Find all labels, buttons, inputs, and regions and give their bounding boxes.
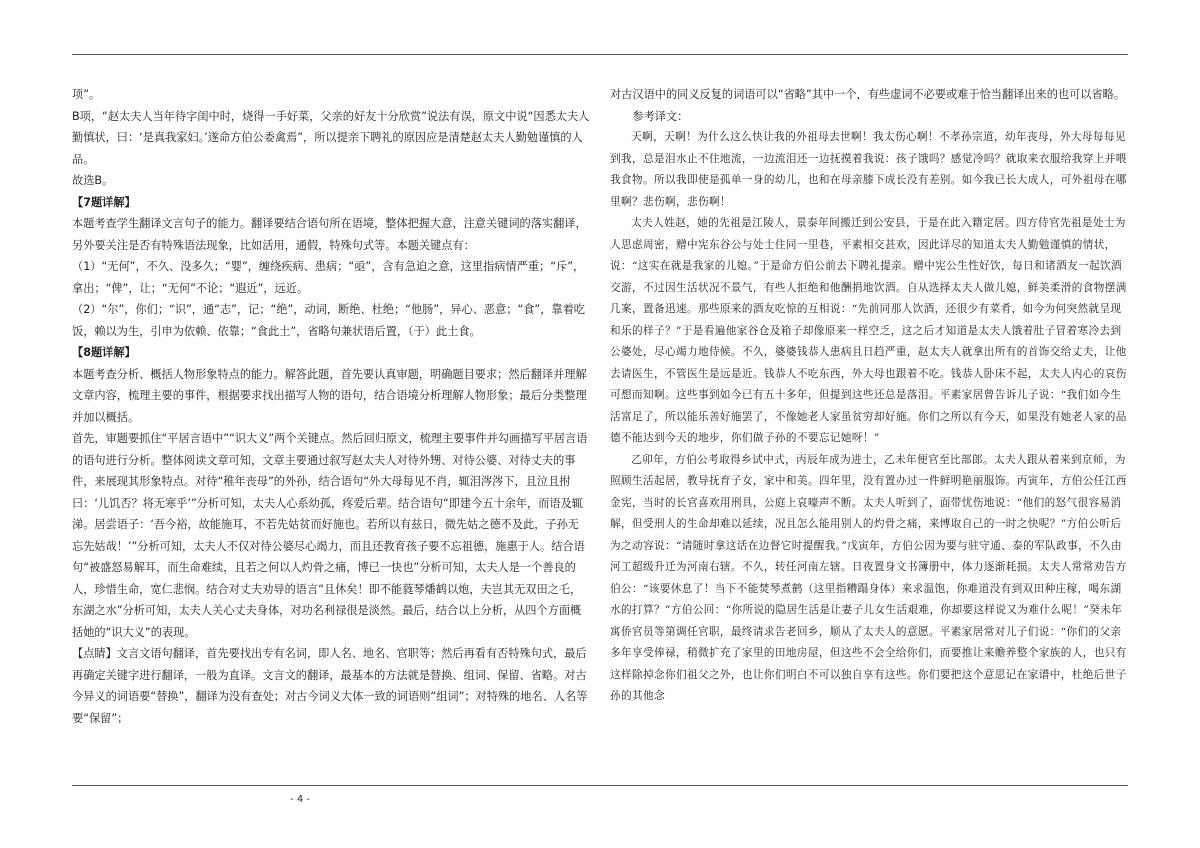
- right-column: [610, 84, 1128, 708]
- paragraph: B项，“赵太夫人当年待字闺中时，烧得一手好菜，父亲的好友十分欣赏”说法有误，原文中说“因悉太夫人勤慎状，曰：‘是真我家妇。’遂命方伯公委禽焉”，所以提亲下聘礼的原因应是清楚赵太夫人勤勉谨慎的人品。: [72, 109, 590, 166]
- header-rule: [72, 54, 1128, 55]
- paragraph: 故选B。: [72, 174, 114, 187]
- footer-rule: [72, 785, 1128, 786]
- translation-label: 参考译文：: [632, 109, 689, 123]
- translation-paragraph: 太夫人姓赵，她的先祖是江陵人，景泰年间搬迁到公安县，于是在此入籍定居。四方侍官先祖是处士为人思虑周密，赠中宪东谷公与处士住同一里巷，平素相交甚欢，因此详尽的知道太夫人勤勉谨慎的情状，说：“这实在就是我家的儿媳。”于是命方伯公前去下聘礼提亲。赠中宪公生性好饮，每日和诸酒友一起饮酒交游，不过因生活状况不景气，有些人拒绝和他酬捐地饮酒。自从选择太夫人做儿媳，鲜美柔滑的食物摆满几案，置备迅速。那些原来的酒友吃惊的互相说：“先前同那人饮酒，还很少有菜肴，如今为何突然就呈现和乐的样子？”于是看遍他家谷仓及箱子却像原来一样空乏，这之后才知道是太夫人饿着肚子冒着寒冷去到公婆处，尽心竭力地侍候。不久，婆婆钱恭人患病且日趋严重，赵太夫人就拿出所有的首饰交给丈夫，让他去请医生，不管医生是远是近。钱恭人不吃东西，外大母也跟着不吃。钱恭人卧床不起，太夫人内心的哀伤可想而知啊。这些事到如今已有五十多年，但提到这些还总是落泪。平素家居曾告诉儿子说：“我们如今生活富足了，所以能乐善好施罢了，不像她老人家虽贫穷却好施。你们之所以有今天，如果没有她老人家的品德不能达到今天的地步，你们做子孙的不要忘记她呀！”: [610, 217, 1127, 444]
- section-heading: 【8题详解】: [72, 346, 136, 359]
- paragraph: （1）“无何”，不久、没多久；“婴”，缠绕疾病、患病；“亟”，含有急迫之意，这里指病情严重；“斥”，拿出；“俾”，让；“无何”不论；“遐近”，远近。: [72, 260, 585, 295]
- left-column: [72, 84, 590, 729]
- paragraph: 本题考查分析、概括人物形象特点的能力。解答此题，首先要认真审题，明确题目要求；然后翻译并理解文章内容，梳理主要的事件，根据要求找出描写人物的语句，结合语境分析理解人物形象；最后分类整理并加以概括。: [72, 367, 587, 424]
- page-number: - 4 -: [290, 794, 310, 805]
- paragraph: 本题考查学生翻译文言句子的能力。翻译要结合语句所在语境，整体把握大意，注意关键词的落实翻译，另外要关注是否有特殊语法现象，比如活用，通假，特殊句式等。本题关键点有：: [72, 217, 587, 252]
- section-heading: 【7题详解】: [72, 195, 136, 209]
- paragraph: 首先，审题要抓住“平居言语中”“识大义”两个关键点。然后回归原文，梳理主要事件并勾画描写平居言语的语句进行分析。整体阅读文章可知，文章主要通过叙写赵太夫人对待外甥、对待公婆、对待丈夫的事件，来展现其形象特点。对待“稚年丧母”的外孙，结合语句“外大母每见不肖，辄泪涔涔下，且泣且拊曰：‘儿饥否？将无寒乎’”分析可知，太夫人心系幼孤，疼爱后辈。结合语句“即建今五十余年，而语及辄涕。居尝语子：‘吾今裕，故能施耳，不若先姑贫而好施也。若所以有兹日，微先姑之德不及此，子孙无忘先姑哉！’”分析可知，太夫人不仅对待公婆尽心竭力，而且还教育孩子要不忘祖德，施惠于人。结合语句“被盛怒易解耳，而生命难续，且若之何以人灼骨之痛，博已一快也”分析可知，太夫人是一个善良的人，珍惜生命，宽仁悲悯。结合对丈夫劝导的语言“且休矣！即不能蕤琴燔鹤以炮，夫岂其无双田之乇，东湖之水”分析可知，太夫人关心丈夫身体，对功名利禄很是淡然。最后，结合以上分析，从四个方面概括她的“识大义”的表现。: [72, 432, 588, 639]
- translation-paragraph: 天啊，天啊！为什么这么快让我的外祖母去世啊！我太伤心啊！不孝孙宗道，幼年丧母，外大母每每见到我，总是泪水止不住地流，一边流泪还一边抚摸着我说：孩子饿吗？感觉冷吗？就取来衣服给我穿上并喂我食物。所以我即使是孤单一身的幼儿，也和在母亲膝下成长没有差别。如今我已长大成人，可外祖母在哪里啊？悲伤啊，悲伤啊！: [610, 131, 1127, 208]
- paragraph: （2）“尔”，你们；“识”，通“志”，记；“绝”，动词，断绝、杜绝；“他肠”，异心、恶意；“食”，靠着吃饭，赖以为生，引申为依赖、依靠；“食此土”，省略句兼状语后置，（于）此土食。: [72, 303, 585, 338]
- paragraph: 项”。: [72, 88, 101, 101]
- paragraph: 对古汉语中的同义反复的词语可以“省略”其中一个，有些虚词不必要或难于恰当翻译出来的也可以省略。: [610, 88, 1126, 101]
- paragraph: 【点睛】文言文语句翻译，首先要找出专有名词，即人名、地名、官职等；然后再看有否特殊句式，最后再确定关键字进行翻译，一般为直译。文言文的翻译，最基本的方法就是替换、组词、保留、省略。对古今异义的词语要“替换”，翻译为没有查处；对古今词义大体一致的词语则“组词”；对特殊的地名、人名等要“保留”；: [72, 647, 588, 725]
- translation-paragraph: 乙卯年，方伯公考取得乡试中式，丙辰年成为进士，乙未年便官至比部郎。太夫人跟从着来到京师，为照顾生活起居，教导抚育子女，家中和美。四年里，没有置办过一件鲜明艳丽服饰。丙寅年，方伯公任江西金宪，当时的长官喜欢用刑具，公庭上哀嚎声不断。太夫人听到了，面带忧伤地说：“他们的怒气很容易消解，但受刑人的生命却难以延续，况且怎么能用别人的灼骨之痛，来博取自己的一时之快呢？”方伯公听后为之动容说：“请随时拿这话在边督它时提醒我。”戊寅年，方伯公因为要与驻守通、泰的军队政事，不久由河工超级升迁为河南右辖。不久，转任河南左辖。日夜置身文书簿册中，体力逐渐耗损。太夫人常常劝告方伯公：“该要休息了！当下不能焚琴煮鹤（这里指糟蹋身体）来求温饱，你难道没有到双田种庄稼，喝东湖水的打算？”方伯公回：“你所说的隐居生活是让妻子儿女生活艰难，你却要这样说又为难什么呢！”癸未年寓侨官员等第调任官职，最终请求告老回乡，顺从了太夫人的意愿。平素家居常对儿子们说：“你们的父亲多年享受俸禄，稍微扩充了家里的田地房屋，但这些不会全给你们，而要推让来赡养整个家族的人，也只有这样除掉念你们祖父之外，也让你们明白不可以独自享有这些。你们要把这个意思记在家谱中，杜绝后世子孙的其他念: [610, 453, 1127, 702]
